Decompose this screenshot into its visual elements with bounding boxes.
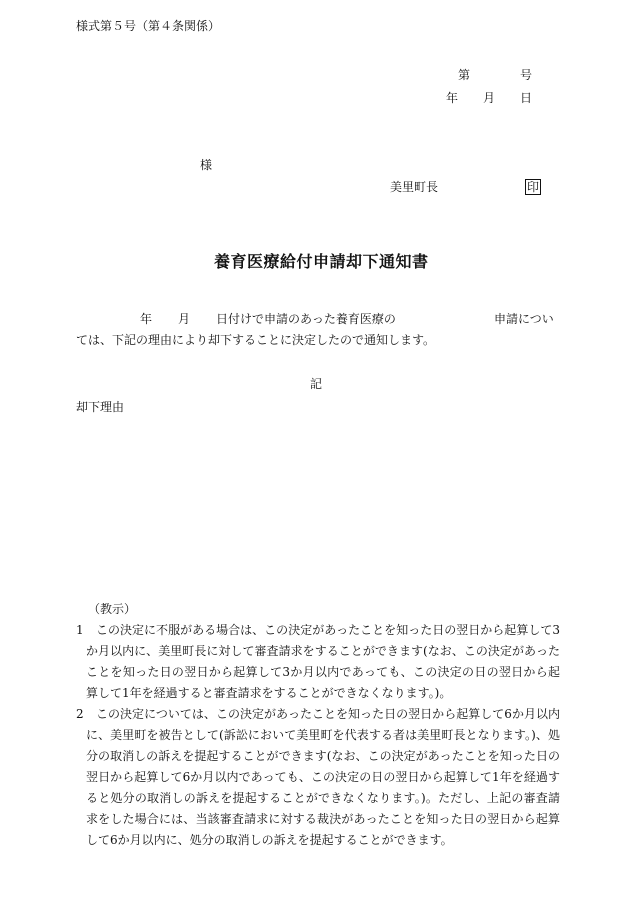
instruction-text: この決定に不服がある場合は、この決定があったことを知った日の翌日から起算して3か月以内に、美里町長に対して審査請求をすることができます(なお、この決定があったことを知った日の翌日から起算して3か月以内であっても、この決定の日の翌日から起算して1年を経過すると審査請求をすることができなくなります。)。	[86, 623, 560, 700]
seal-mark: 印	[527, 180, 540, 194]
date-month: 月	[483, 91, 496, 105]
intro-month: 月	[178, 312, 191, 326]
instructions-heading: （教示）	[88, 602, 137, 616]
instruction-item	[76, 620, 560, 704]
number-go: 号	[520, 68, 533, 82]
intro-year: 年	[140, 312, 153, 326]
intro-day-text: 日付けで申請のあった養育医療の	[216, 312, 396, 326]
date-day: 日	[520, 91, 533, 105]
intro-line-2: ては、下記の理由により却下することに決定したので通知します。	[76, 333, 436, 347]
reason-label: 却下理由	[76, 400, 125, 414]
document-title: 養育医療給付申請却下通知書	[214, 252, 429, 271]
instruction-number: 1	[76, 623, 84, 637]
instruction-text: この決定については、この決定があったことを知った日の翌日から起算して6か月以内に、美里町を被告として(訴訟において美里町を代表する者は美里町長となります。)、処分の取消しの訴えを提起することができます(なお、この決定があったことを知った日の翌日から起算して6か月以内であっても、この決定の日の翌日から起算して1年を経過すると処分の取消しの訴えを提起することができなくなります。)。ただし、上記の審査請求をした場合には、当該審査請求に対する裁決があったことを知った日の翌日から起算して6か月以内に、処分の取消しの訴えを提起することができます。	[86, 707, 560, 847]
issuer-seal	[525, 179, 541, 195]
date-year: 年	[446, 91, 459, 105]
ki-label: 記	[310, 377, 323, 391]
issuer-name: 美里町長	[390, 180, 439, 194]
instruction-number: 2	[76, 707, 84, 721]
form-label: 様式第５号（第４条関係）	[76, 19, 221, 33]
intro-application-text: 申請につい	[494, 312, 554, 326]
number-dai: 第	[458, 68, 471, 82]
instructions-list	[76, 620, 560, 851]
addressee-sama: 様	[200, 158, 213, 172]
instruction-item	[76, 704, 560, 851]
